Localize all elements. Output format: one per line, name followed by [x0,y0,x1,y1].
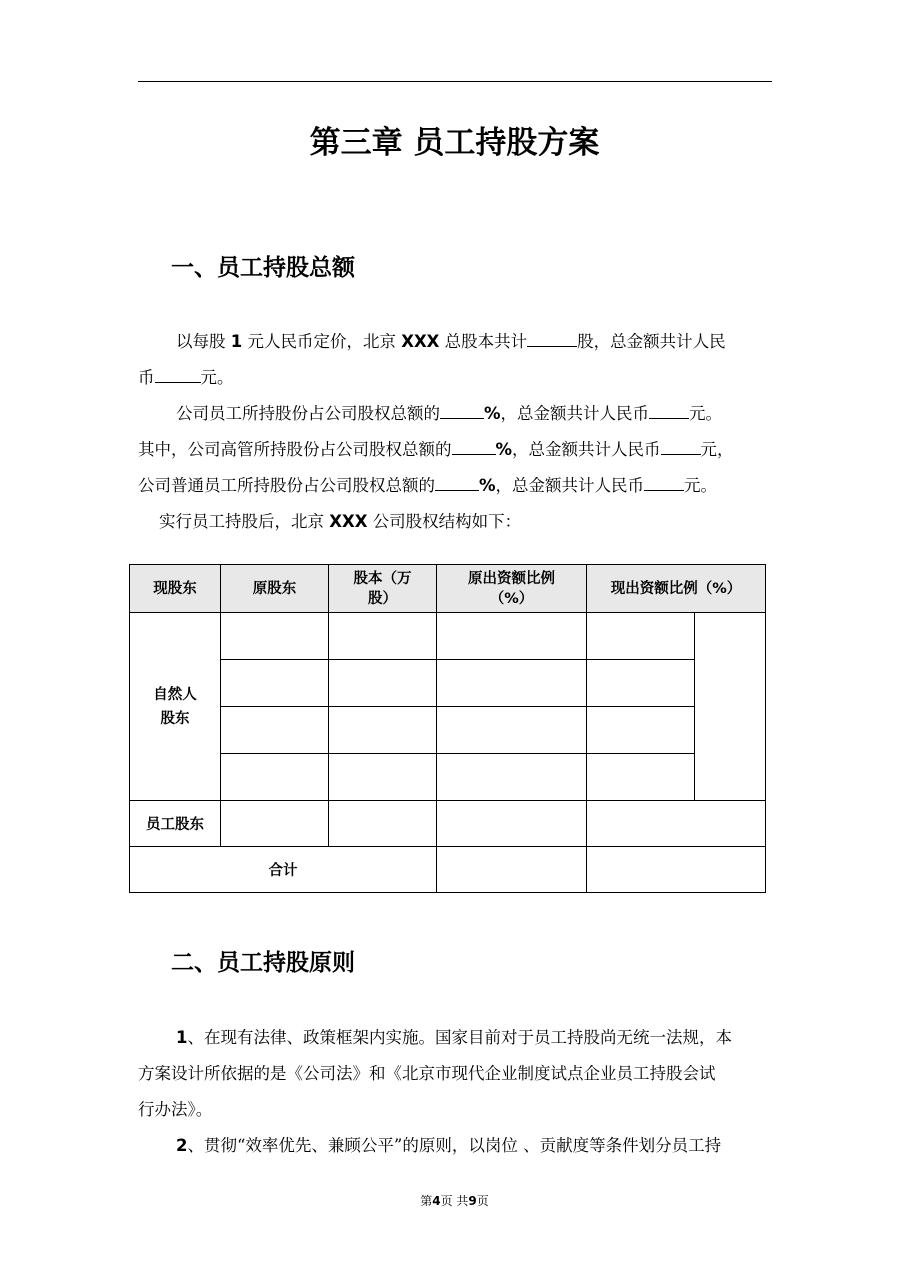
paragraph-line: 实行员工持股后，北京 XXX 公司股权结构如下： [159,512,522,531]
paragraph-line: 其中，公司高管所持股份占公司股权总额的 %，总金额共计人民币 元， [138,440,734,459]
natural-person-label: 自然人股东 [130,613,221,801]
section-2-heading: 二、员工持股原则 [171,950,355,976]
table-cell[interactable] [587,707,695,754]
section-2-body [138,1020,778,1164]
table-cell[interactable] [221,660,329,707]
table-cell[interactable] [695,613,766,801]
header-original-shareholder: 原股东 [221,565,329,613]
fill-blank[interactable] [649,404,689,419]
total-label: 合计 [130,847,437,893]
table-cell[interactable] [437,754,587,801]
table-cell[interactable] [587,847,766,893]
section-1-heading: 一、员工持股总额 [171,255,355,281]
header-current-ratio: 现出资额比例（%） [587,565,766,613]
paragraph-line: 公司普通员工所持股份占公司股权总额的 %，总金额共计人民币 元。 [138,476,718,495]
table-cell[interactable] [587,613,695,660]
header-share-capital: 股本（万股） [329,565,437,613]
fill-blank[interactable] [440,404,484,419]
table-cell[interactable] [437,613,587,660]
table-cell[interactable] [437,707,587,754]
section-1-body [138,324,778,540]
table-cell[interactable] [437,801,587,847]
table-cell[interactable] [329,754,437,801]
paragraph-line: 方案设计所依据的是《公司法》和《北京市现代企业制度试点企业员工持股会试 [138,1064,716,1083]
table-cell[interactable] [329,613,437,660]
header-current-shareholder: 现股东 [130,565,221,613]
header-original-ratio: 原出资额比例（%） [437,565,587,613]
paragraph-line: 行办法》。 [138,1100,213,1119]
fill-blank[interactable] [661,440,701,455]
table-cell[interactable] [587,660,695,707]
table-cell[interactable] [329,660,437,707]
page-footer: 第4页 共9页 [420,1194,489,1208]
table-cell[interactable] [221,801,329,847]
table-cell[interactable] [221,754,329,801]
table-cell[interactable] [437,847,587,893]
paragraph-line: 以每股 1 元人民币定价，北京 XXX 总股本共计 股，总金额共计人民 [176,332,726,351]
header-rule [138,81,772,82]
table-cell[interactable] [329,801,437,847]
paragraph-line: 币 元。 [138,368,234,387]
equity-structure-table [129,564,766,893]
table-cell[interactable] [329,707,437,754]
fill-blank[interactable] [644,476,684,491]
table-cell[interactable] [587,801,766,847]
paragraph-line: 2、贯彻“效率优先、兼顾公平”的原则，以岗位 、贡献度等条件划分员工持 [176,1136,722,1155]
table-cell[interactable] [221,613,329,660]
fill-blank[interactable] [452,440,496,455]
fill-blank[interactable] [527,332,577,347]
table-cell[interactable] [587,754,695,801]
fill-blank[interactable] [435,476,479,491]
paragraph-line: 公司员工所持股份占公司股权总额的 %，总金额共计人民币 元。 [176,404,723,423]
fill-blank[interactable] [155,368,201,383]
employee-shareholder-label: 员工股东 [130,801,221,847]
paragraph-line: 1、在现有法律、政策框架内实施。国家目前对于员工持股尚无统一法规，本 [176,1028,732,1047]
table-cell[interactable] [221,707,329,754]
chapter-title: 第三章 员工持股方案 [309,125,600,161]
table-cell[interactable] [437,660,587,707]
